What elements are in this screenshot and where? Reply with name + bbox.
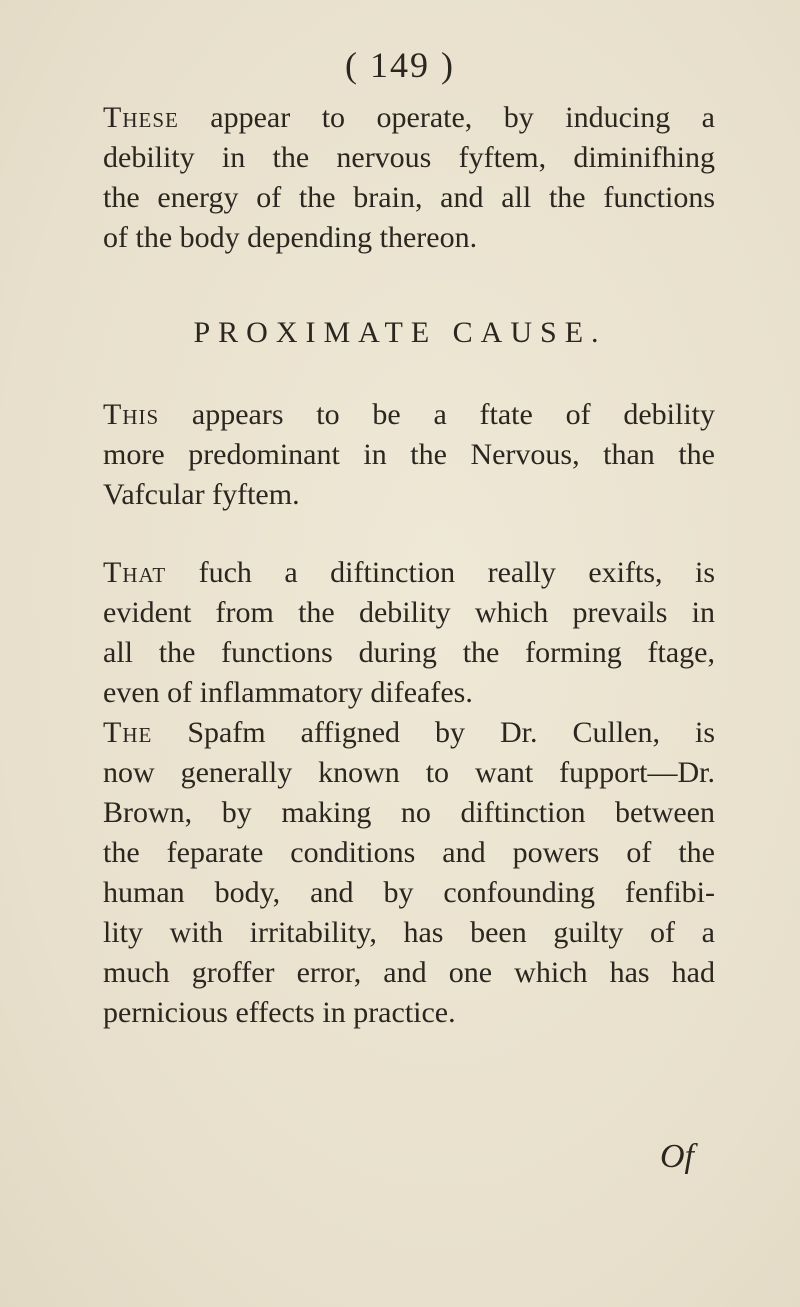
- paragraph-line: human body, and by confounding fenfibi-: [103, 876, 715, 909]
- section-heading: PROXIMATE CAUSE.: [193, 316, 607, 349]
- paragraph-line: The Spafm affigned by Dr. Cullen, is: [103, 716, 715, 749]
- paragraph-line: evident from the debility which prevails in: [103, 596, 715, 629]
- paragraph-line: Brown, by making no diftinction between: [103, 796, 715, 829]
- paragraph-line: the energy of the brain, and all the functions: [103, 181, 715, 214]
- paragraph-line: of the body depending thereon.: [103, 221, 478, 254]
- paragraph-line: This appears to be a ftate of debility: [103, 398, 715, 431]
- paragraph-line: That fuch a diftinction really exifts, is: [103, 556, 715, 589]
- paragraph-lead-word: These: [103, 101, 179, 134]
- paragraph-2: [103, 395, 715, 515]
- paragraph-3: [103, 553, 715, 713]
- paragraph-lead-word: The: [103, 716, 153, 749]
- paragraph-line: debility in the nervous fyftem, diminifhing: [103, 141, 715, 174]
- paragraph-line: more predominant in the Nervous, than the: [103, 438, 715, 471]
- paragraph-line: now generally known to want fupport—Dr.: [103, 756, 715, 789]
- catchword: Of: [660, 1138, 694, 1175]
- paragraph-line: pernicious effects in practice.: [103, 996, 456, 1029]
- page-number: ( 149 ): [345, 45, 455, 85]
- paragraph-1: [103, 98, 715, 258]
- paragraph-line: even of inflammatory difeafes.: [103, 676, 473, 709]
- paragraph-4: [103, 713, 715, 1033]
- paragraph-line: Vafcular fyftem.: [103, 478, 300, 511]
- paragraph-lead-word: This: [103, 398, 160, 431]
- paragraph-line: all the functions during the forming ftage,: [103, 636, 715, 669]
- paragraph-line: much groffer error, and one which has had: [103, 956, 715, 989]
- paragraph-line: the feparate conditions and powers of the: [103, 836, 715, 869]
- paragraph-line: lity with irritability, has been guilty of a: [103, 916, 715, 949]
- paragraph-line: These appear to operate, by inducing a: [103, 101, 715, 134]
- paragraph-lead-word: That: [103, 556, 167, 589]
